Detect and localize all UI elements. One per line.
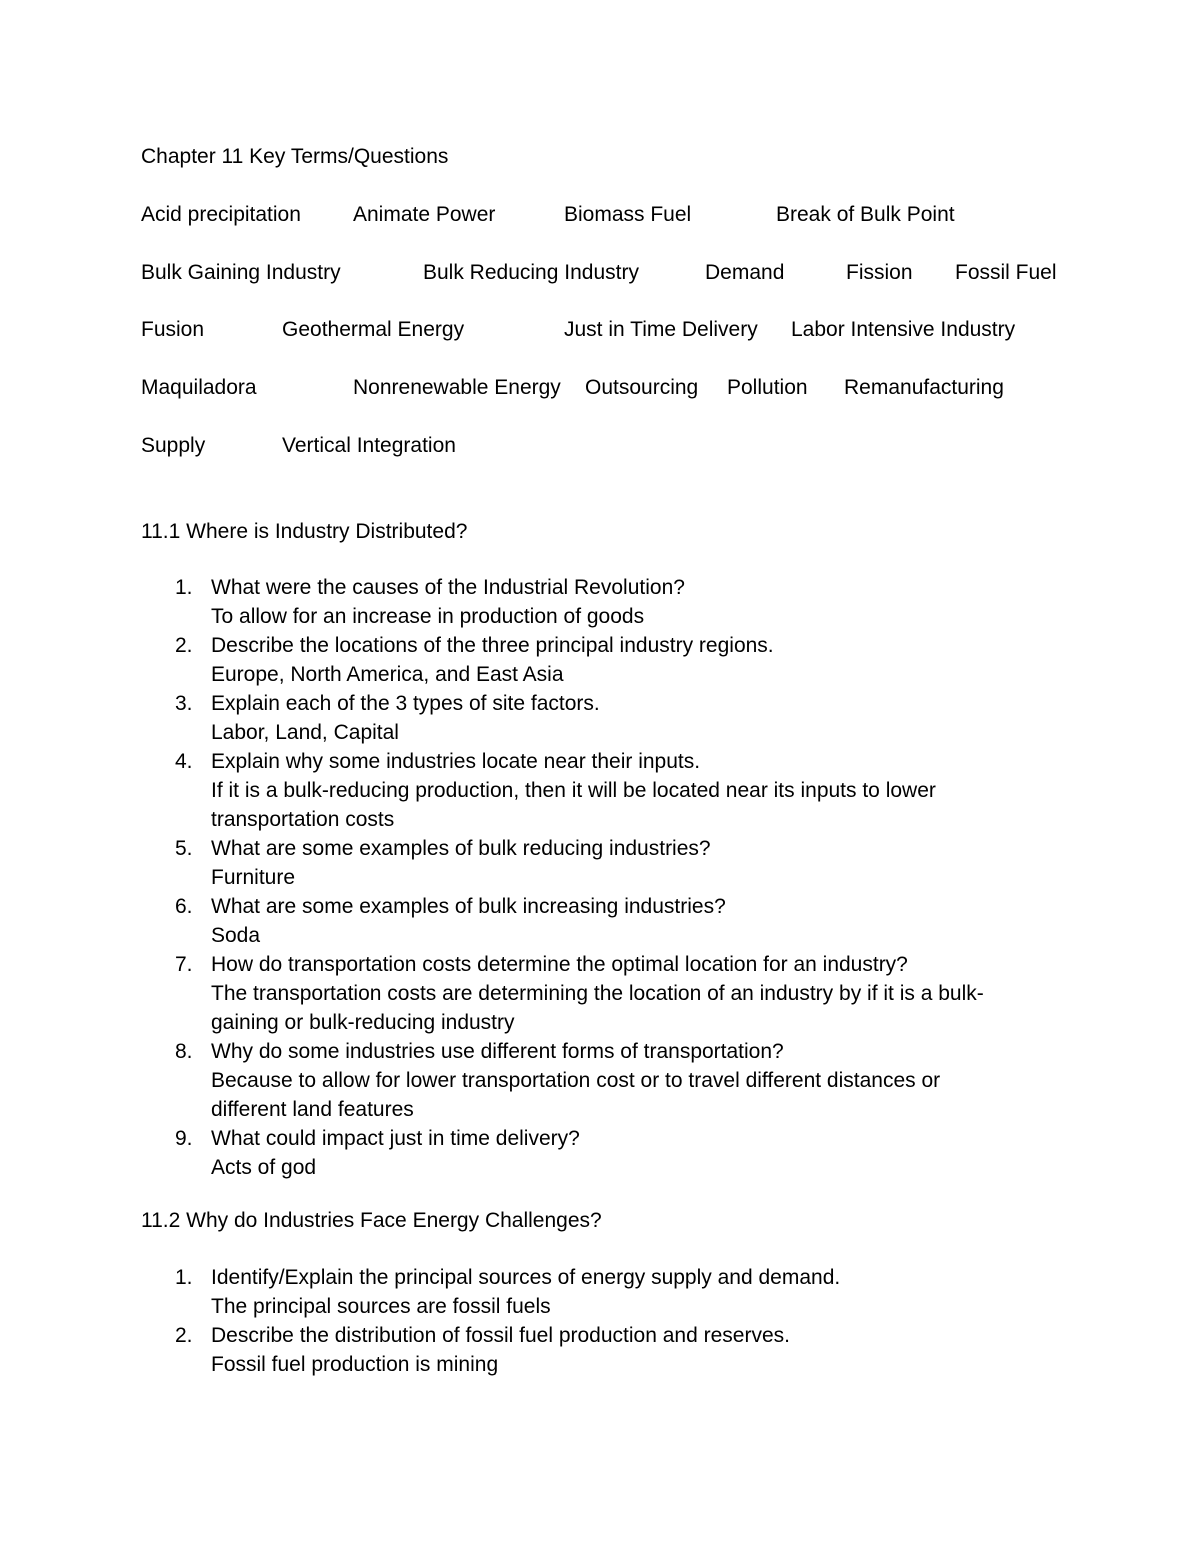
answer-text: Acts of god <box>211 1156 317 1179</box>
page-title: Chapter 11 Key Terms/Questions <box>141 145 449 168</box>
list-item <box>0 747 1200 834</box>
key-term: Pollution <box>727 376 808 399</box>
key-term: Labor Intensive Industry <box>791 318 1016 341</box>
list-item <box>0 892 1200 950</box>
question-number: 8. <box>175 1040 193 1063</box>
key-term: Fossil Fuel <box>955 261 1057 284</box>
question-number: 6. <box>175 895 193 918</box>
question-text: Describe the locations of the three principal industry regions. <box>211 634 774 657</box>
question-text: Explain why some industries locate near their inputs. <box>211 750 701 773</box>
answer-text: To allow for an increase in production of goods <box>211 605 645 628</box>
key-term: Animate Power <box>353 203 496 226</box>
answer-text: Fossil fuel production is mining <box>211 1353 499 1376</box>
key-term: Acid precipitation <box>141 203 301 226</box>
list-item <box>0 573 1200 631</box>
key-terms-row <box>0 373 1200 402</box>
question-text: What could impact just in time delivery? <box>211 1127 580 1150</box>
question-list <box>0 573 1200 1182</box>
question-number: 3. <box>175 692 193 715</box>
question-text: Describe the distribution of fossil fuel production and reserves. <box>211 1324 790 1347</box>
key-term: Outsourcing <box>585 376 699 399</box>
question-number: 5. <box>175 837 193 860</box>
key-term: Bulk Reducing Industry <box>423 261 639 284</box>
question-text: What were the causes of the Industrial Revolution? <box>211 576 685 599</box>
list-item <box>0 1037 1200 1124</box>
question-number: 1. <box>175 1266 193 1289</box>
key-terms-row <box>0 200 1200 229</box>
question-text: Explain each of the 3 types of site factors. <box>211 692 600 715</box>
question-number: 7. <box>175 953 193 976</box>
key-term: Biomass Fuel <box>564 203 692 226</box>
key-term: Nonrenewable Energy <box>353 376 561 399</box>
question-list <box>0 1263 1200 1379</box>
key-term: Supply <box>141 434 206 457</box>
question-number: 9. <box>175 1127 193 1150</box>
question-text: What are some examples of bulk reducing industries? <box>211 837 711 860</box>
question-number: 1. <box>175 576 193 599</box>
section-heading: 11.2 Why do Industries Face Energy Challenges? <box>141 1209 602 1232</box>
question-number: 2. <box>175 1324 193 1347</box>
key-terms-row <box>0 315 1200 344</box>
answer-text: Furniture <box>211 866 296 889</box>
question-text: Identify/Explain the principal sources of energy supply and demand. <box>211 1266 841 1289</box>
answer-text: Because to allow for lower transportation cost or to travel different distances or different land features <box>211 1069 941 1121</box>
key-term: Remanufacturing <box>844 376 1004 399</box>
question-text: Why do some industries use different forms of transportation? <box>211 1040 784 1063</box>
key-term: Demand <box>705 261 785 284</box>
key-term: Maquiladora <box>141 376 257 399</box>
list-item <box>0 689 1200 747</box>
key-terms-row <box>0 431 1200 460</box>
key-term: Fusion <box>141 318 205 341</box>
answer-text: Soda <box>211 924 261 947</box>
list-item <box>0 1321 1200 1379</box>
list-item <box>0 950 1200 1037</box>
question-number: 4. <box>175 750 193 773</box>
question-number: 2. <box>175 634 193 657</box>
answer-text: The principal sources are fossil fuels <box>211 1295 551 1318</box>
answer-text: Labor, Land, Capital <box>211 721 399 744</box>
answer-text: Europe, North America, and East Asia <box>211 663 564 686</box>
list-item <box>0 834 1200 892</box>
question-text: What are some examples of bulk increasing industries? <box>211 895 726 918</box>
key-term: Geothermal Energy <box>282 318 465 341</box>
list-item <box>0 1263 1200 1321</box>
key-term: Fission <box>846 261 913 284</box>
list-item <box>0 631 1200 689</box>
answer-text: If it is a bulk-reducing production, then it will be located near its inputs to lower transportation costs <box>211 779 936 831</box>
key-term: Just in Time Delivery <box>564 318 758 341</box>
answer-text: The transportation costs are determining the location of an industry by if it is a bulk-gaining or bulk-reducing industry <box>211 982 984 1034</box>
key-terms-row <box>0 258 1200 287</box>
list-item <box>0 1124 1200 1182</box>
key-term: Vertical Integration <box>282 434 456 457</box>
section-heading: 11.1 Where is Industry Distributed? <box>141 520 468 543</box>
key-term: Break of Bulk Point <box>776 203 955 226</box>
question-text: How do transportation costs determine the optimal location for an industry? <box>211 953 908 976</box>
key-term: Bulk Gaining Industry <box>141 261 341 284</box>
